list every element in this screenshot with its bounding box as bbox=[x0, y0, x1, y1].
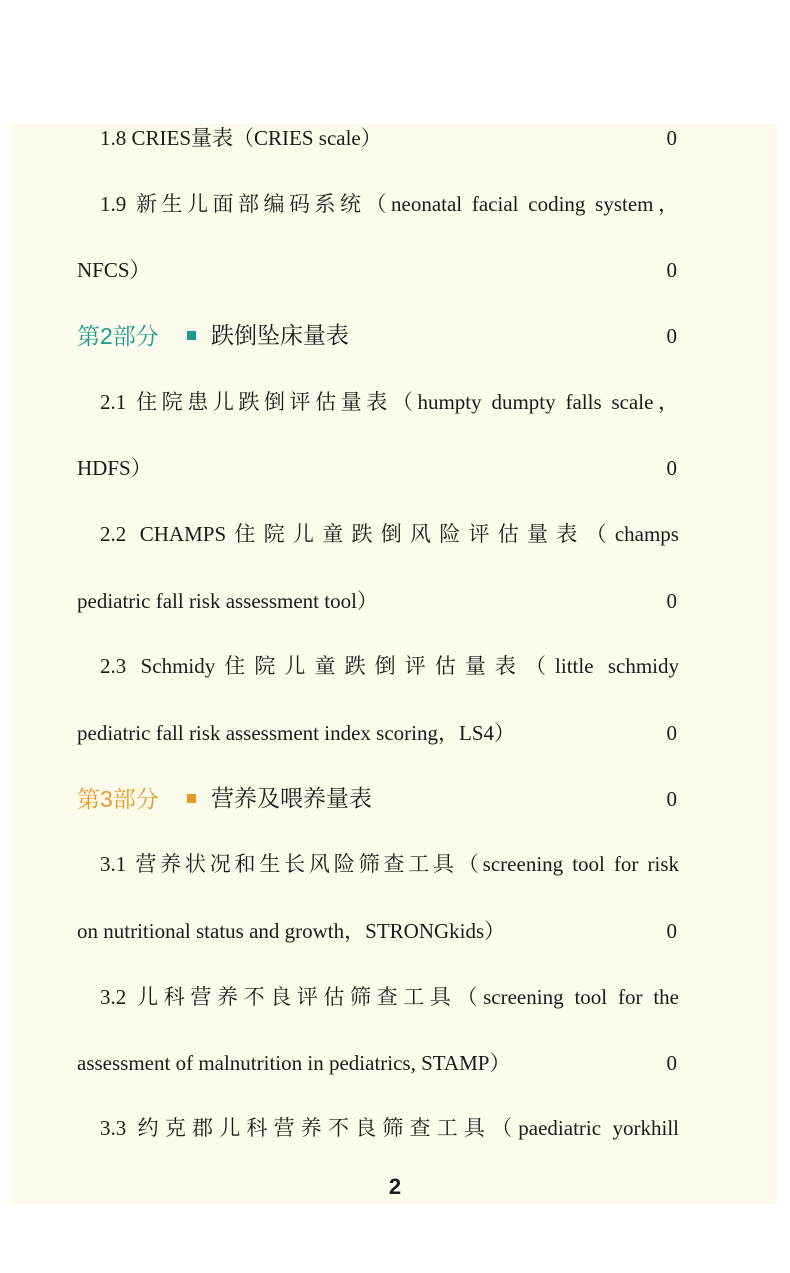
toc-entry-3-1[interactable] bbox=[77, 844, 679, 884]
toc-entry-2-1-continued[interactable] bbox=[77, 448, 679, 488]
toc-entry-text: 1.8 CRIES量表（CRIES scale） bbox=[100, 126, 382, 150]
toc-page-number: 0 bbox=[666, 324, 677, 348]
toc-entry-text: 3.2 儿科营养不良评估筛查工具（screening tool for the bbox=[100, 985, 679, 1009]
square-bullet-icon bbox=[187, 794, 196, 803]
toc-page-number: 0 bbox=[666, 787, 677, 811]
toc-entry-3-1-continued[interactable] bbox=[77, 911, 679, 951]
toc-entry-3-2-continued[interactable] bbox=[77, 1043, 679, 1083]
square-bullet-icon bbox=[187, 331, 196, 340]
toc-page-number: 0 bbox=[666, 919, 677, 943]
toc-entry-text: 3.3 约克郡儿科营养不良筛查工具（paediatric yorkhill bbox=[100, 1116, 679, 1140]
toc-page-number: 0 bbox=[666, 258, 677, 282]
toc-page-number: 0 bbox=[666, 456, 677, 480]
toc-entry-text: pediatric fall risk assessment index scoring，LS4） bbox=[77, 721, 515, 745]
toc-entry-text: 1.9 新生儿面部编码系统（neonatal facial coding system， bbox=[100, 192, 679, 216]
part-label: 第2部分 bbox=[77, 323, 159, 349]
page-number: 2 bbox=[388, 1174, 402, 1199]
toc-entry-text: 2.1 住院患儿跌倒评估量表（humpty dumpty falls scale， bbox=[100, 390, 679, 414]
toc-part-3-heading[interactable] bbox=[77, 779, 679, 819]
toc-entry-text: assessment of malnutrition in pediatrics, STAMP） bbox=[77, 1051, 511, 1075]
toc-part-2-heading[interactable] bbox=[77, 316, 679, 356]
toc-entry-text: 2.2 CHAMPS住院儿童跌倒风险评估量表（champs bbox=[100, 522, 679, 546]
part-label: 第3部分 bbox=[77, 786, 159, 812]
toc-entry-2-3[interactable] bbox=[77, 646, 679, 686]
toc-entry-3-2[interactable] bbox=[77, 977, 679, 1017]
toc-entry-1-9[interactable] bbox=[77, 184, 679, 224]
toc-entry-text: NFCS） bbox=[77, 258, 151, 282]
toc-page-number: 0 bbox=[666, 126, 677, 150]
toc-entry-2-2[interactable] bbox=[77, 514, 679, 554]
toc-entry-text: on nutritional status and growth，STRONGkids） bbox=[77, 919, 506, 943]
toc-page-number: 0 bbox=[666, 589, 677, 613]
toc-entry-text: 3.1 营养状况和生长风险筛查工具（screening tool for risk bbox=[100, 852, 679, 876]
toc-entry-text: pediatric fall risk assessment tool） bbox=[77, 589, 378, 613]
toc-entry-1-8[interactable] bbox=[77, 118, 679, 158]
toc-entry-2-1[interactable] bbox=[77, 382, 679, 422]
toc-entry-2-2-continued[interactable] bbox=[77, 581, 679, 621]
toc-page-number: 0 bbox=[666, 721, 677, 745]
toc-entry-2-3-continued[interactable] bbox=[77, 713, 679, 753]
toc-entry-text: 2.3 Schmidy住院儿童跌倒评估量表（little schmidy bbox=[100, 654, 679, 678]
toc-entry-1-9-continued[interactable] bbox=[77, 250, 679, 290]
part-title: 跌倒坠床量表 bbox=[211, 323, 349, 349]
toc-page-number: 0 bbox=[666, 1051, 677, 1075]
toc-entry-3-3[interactable] bbox=[77, 1108, 679, 1148]
toc-entry-text: HDFS） bbox=[77, 456, 152, 480]
part-title: 营养及喂养量表 bbox=[211, 786, 372, 812]
